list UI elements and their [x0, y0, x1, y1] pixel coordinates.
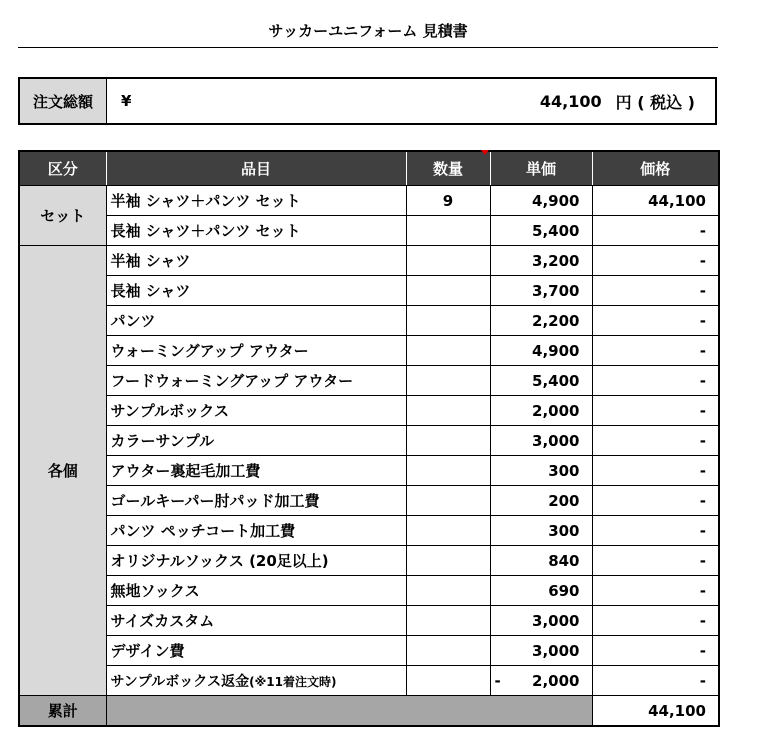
yen-sign: ¥: [121, 92, 132, 110]
sum-label: 累計: [19, 696, 106, 727]
price-cell: -: [592, 216, 719, 246]
quantity-cell[interactable]: [406, 336, 490, 366]
table-row: [19, 246, 719, 276]
page-title: サッカーユニフォーム 見積書: [18, 18, 718, 48]
price-cell: -: [592, 276, 719, 306]
item-name-cell: パンツ ペッチコート加工費: [106, 516, 406, 546]
table-row: [19, 606, 719, 636]
item-name-cell: オリジナルソックス (20足以上): [106, 546, 406, 576]
item-name-cell: 無地ソックス: [106, 576, 406, 606]
return-item-name: サンプルボックス返金: [110, 673, 250, 690]
unit-price-cell: 4,900: [490, 336, 592, 366]
item-name-cell: ウォーミングアップ アウター: [106, 336, 406, 366]
unit-price-cell: 3,000: [490, 426, 592, 456]
table-row: [19, 456, 719, 486]
item-name-cell: サンプルボックス: [106, 396, 406, 426]
estimate-table: [18, 150, 720, 727]
price-cell: -: [592, 426, 719, 456]
unit-price-cell: 200: [490, 486, 592, 516]
header-qty: 数量: [406, 151, 490, 186]
item-name-cell: 半袖 シャツ＋パンツ セット: [106, 186, 406, 216]
quantity-cell[interactable]: [406, 366, 490, 396]
quantity-cell[interactable]: [406, 456, 490, 486]
comment-marker-icon: [481, 150, 489, 155]
unit-price-cell: 840: [490, 546, 592, 576]
table-row: [19, 216, 719, 246]
price-cell: 44,100: [592, 186, 719, 216]
quantity-cell[interactable]: 9: [406, 186, 490, 216]
table-row: [19, 336, 719, 366]
unit-price-cell: 690: [490, 576, 592, 606]
sum-value: 44,100: [592, 696, 719, 727]
item-name-cell: アウター裏起毛加工費: [106, 456, 406, 486]
minus-sign: -: [494, 671, 501, 690]
price-cell: -: [592, 456, 719, 486]
price-cell: -: [592, 666, 719, 696]
table-row: [19, 396, 719, 426]
order-total-suffix: 円 ( 税込 ): [615, 92, 695, 112]
item-name-cell: 長袖 シャツ＋パンツ セット: [106, 216, 406, 246]
quantity-cell[interactable]: [406, 576, 490, 606]
header-unit-price: 単価: [490, 151, 592, 186]
price-cell: -: [592, 396, 719, 426]
table-row: [19, 186, 719, 216]
quantity-cell[interactable]: [406, 216, 490, 246]
order-total-box: [18, 77, 717, 125]
quantity-cell[interactable]: [406, 636, 490, 666]
quantity-cell[interactable]: [406, 546, 490, 576]
quantity-cell[interactable]: [406, 276, 490, 306]
header-price: 価格: [592, 151, 719, 186]
item-name-cell: カラーサンプル: [106, 426, 406, 456]
price-cell: -: [592, 306, 719, 336]
quantity-cell[interactable]: [406, 606, 490, 636]
order-total-value: 44,100: [539, 91, 602, 111]
order-total-label: 注文総額: [20, 79, 107, 123]
table-row: [19, 486, 719, 516]
unit-price-cell: 3,000: [490, 636, 592, 666]
item-name-cell: パンツ: [106, 306, 406, 336]
unit-price-cell: [490, 666, 592, 696]
unit-price-value: 2,000: [532, 671, 580, 690]
header-category: 区分: [19, 151, 106, 186]
price-cell: -: [592, 636, 719, 666]
price-cell: -: [592, 486, 719, 516]
table-row: [19, 306, 719, 336]
unit-price-cell: 300: [490, 456, 592, 486]
table-row: [19, 516, 719, 546]
table-row: [19, 636, 719, 666]
unit-price-cell: 5,400: [490, 216, 592, 246]
quantity-cell[interactable]: [406, 306, 490, 336]
item-name-cell: 長袖 シャツ: [106, 276, 406, 306]
unit-price-cell: 4,900: [490, 186, 592, 216]
category-cell: 各個: [19, 246, 106, 696]
price-cell: -: [592, 576, 719, 606]
item-name-cell: 半袖 シャツ: [106, 246, 406, 276]
header-item: 品目: [106, 151, 406, 186]
unit-price-cell: 2,000: [490, 396, 592, 426]
unit-price-cell: 300: [490, 516, 592, 546]
unit-price-cell: 3,200: [490, 246, 592, 276]
price-cell: -: [592, 546, 719, 576]
quantity-cell[interactable]: [406, 426, 490, 456]
price-cell: -: [592, 366, 719, 396]
quantity-cell[interactable]: [406, 246, 490, 276]
table-row: [19, 276, 719, 306]
category-cell: セット: [19, 186, 106, 246]
table-header-row: [19, 151, 719, 186]
unit-price-cell: 5,400: [490, 366, 592, 396]
unit-price-cell: 3,000: [490, 606, 592, 636]
return-item-note: (※11着注文時): [249, 674, 337, 689]
price-cell: -: [592, 606, 719, 636]
table-row: [19, 546, 719, 576]
table-row: [19, 366, 719, 396]
sum-filler: [106, 696, 592, 727]
price-cell: -: [592, 336, 719, 366]
table-row: [19, 576, 719, 606]
item-name-cell: [106, 666, 406, 696]
quantity-cell[interactable]: [406, 666, 490, 696]
item-name-cell: サイズカスタム: [106, 606, 406, 636]
negative-value: [495, 672, 580, 690]
quantity-cell[interactable]: [406, 486, 490, 516]
item-name-cell: フードウォーミングアップ アウター: [106, 366, 406, 396]
unit-price-cell: 3,700: [490, 276, 592, 306]
item-name-cell: ゴールキーパー肘パッド加工費: [106, 486, 406, 516]
table-row: [19, 426, 719, 456]
order-total-amount: [191, 79, 715, 123]
unit-price-cell: 2,200: [490, 306, 592, 336]
price-cell: -: [592, 246, 719, 276]
quantity-cell[interactable]: [406, 516, 490, 546]
table-row: [19, 666, 719, 696]
sum-row: [19, 696, 719, 727]
item-name-cell: デザイン費: [106, 636, 406, 666]
price-cell: -: [592, 516, 719, 546]
quantity-cell[interactable]: [406, 396, 490, 426]
